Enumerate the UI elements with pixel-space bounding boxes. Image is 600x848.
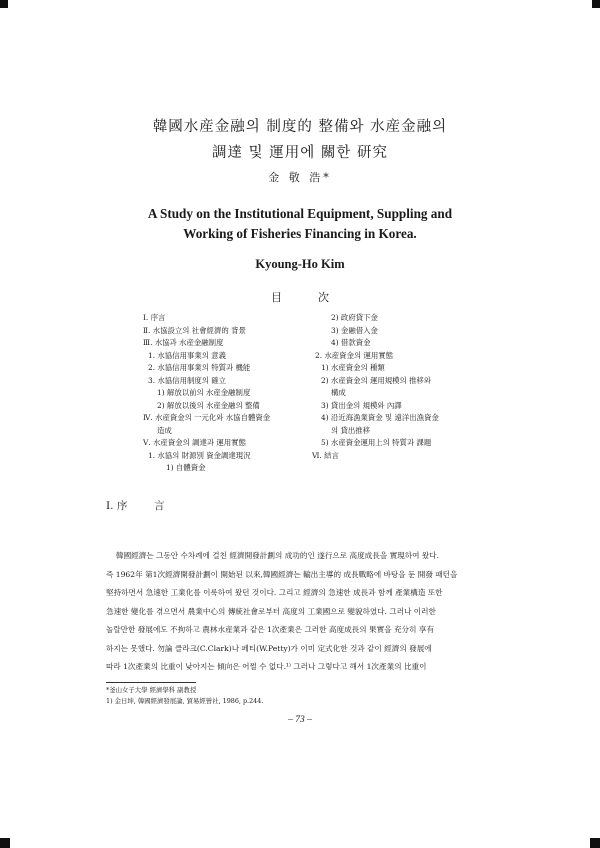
toc-item: 造成 (157, 425, 172, 435)
toc-item: Ⅲ. 水協과 水産金融制度 (143, 338, 224, 347)
korean-author: 金 敬 浩* (268, 171, 332, 184)
footnote-divider (106, 682, 196, 683)
scan-corner-mark (592, 0, 600, 8)
toc-item: 1) 自體資金 (166, 463, 206, 472)
body-line: 堅持하면서 急速한 工業化를 이룩하여 왔던 것이다. 그리고 經濟의 急速한 成長과 함께 產業構造 또한 (106, 588, 443, 597)
toc-item: 構成 (331, 388, 346, 397)
footnote: *釜山女子大學 經濟學科 副教授 (106, 686, 197, 694)
toc-item: Ⅵ. 結言 (312, 450, 339, 460)
toc-item: 의 貸出推移 (331, 425, 371, 435)
toc-item: 4) 借款資金 (331, 338, 371, 347)
toc-item: 1. 水協의 財源別 資金調達現況 (148, 450, 251, 460)
body-line: 놀랄만한 發展에도 不拘하고 農林水産業과 같은 1次產業은 그러한 高度成長의 果實을 充分히 享有 (106, 625, 435, 634)
toc-item: 3) 貸出金의 規模와 內譯 (321, 400, 402, 410)
body-line: 韓國經濟는 그동안 수차례에 걸친 經濟開發計劃의 成功的인 遂行으로 高度成長을 實現하여 왔다. (116, 551, 439, 560)
toc-item: 2) 解放以後의 水産金融의 整備 (157, 400, 260, 410)
body-line: 즉 1962年 第1次經濟開發計劃이 開始된 以來,韓國經濟는 輸出主導的 成長戰略에 바탕을 둔 開發 패턴을 (106, 569, 458, 579)
toc-item: Ⅳ. 水産資金의 一元化와 水協自體資金 (143, 413, 271, 422)
scan-corner-mark (590, 838, 600, 848)
toc-item: 2) 政府貸下金 (331, 313, 378, 322)
body-paragraph (106, 547, 498, 677)
body-line: 따라 1次產業의 比重이 낮아지는 傾向은 어쩔 수 없다.¹⁾ 그러나 그렇다고 해서 1次產業의 比重이 (106, 662, 427, 671)
toc-item: Ⅱ. 水協設立의 社會經濟的 背景 (143, 325, 246, 335)
footnotes (106, 685, 263, 706)
toc-item: 3. 水協信用制度의 確立 (148, 375, 227, 385)
section-title: 言 (154, 500, 165, 512)
toc-item: 1) 水産資金의 種類 (321, 363, 385, 372)
toc-right-column (312, 312, 475, 462)
toc-item: 2. 水産資金의 運用實態 (315, 350, 394, 360)
body-line: 急速한 變化를 겪으면서 農業中心의 傳統社會로부터 高度의 工業國으로 變貌하였다. 그러나 이러한 (106, 606, 436, 616)
english-author: Kyoung-Ho Kim (255, 257, 345, 271)
toc-item: 1) 解放以前의 水産金融制度 (157, 388, 251, 397)
toc-item: 5) 水産資金運用上의 特質과 課題 (321, 438, 432, 447)
section-heading (106, 498, 165, 513)
toc-left-column (143, 312, 318, 475)
toc-item: 3) 金融借入金 (331, 325, 378, 335)
toc-item: 2. 水協信用事業의 特質과 機能 (148, 363, 251, 372)
toc-item: 1. 水協信用事業의 意義 (148, 350, 227, 360)
english-title-line-1: A Study on the Institutional Equipment, Suppling and (147, 206, 453, 221)
toc-item: 4) 沿近海漁業資金 및 遠洋出漁資金 (321, 413, 439, 422)
english-title-line-2: Working of Fisheries Financing in Korea. (183, 226, 417, 241)
toc-item: Ⅴ. 水産資金의 調達과 運用實態 (143, 438, 246, 447)
scan-corner-mark (0, 0, 8, 8)
section-number: Ⅰ. 序 (106, 500, 128, 512)
toc-heading: 目次 (271, 291, 365, 304)
korean-title-line-2: 調達 및 運用에 關한 研究 (212, 145, 388, 161)
footnote: 1) 金日坤, 韓國經濟發展論, 貿易經營社, 1986, p.244. (106, 696, 264, 705)
toc-item: 2) 水産資金의 運用規模의 推移와 (321, 375, 431, 385)
toc-item: Ⅰ. 序言 (143, 313, 166, 322)
body-line: 하지는 못했다. 勿論 클라크(C.Clark)나 페티(W.Petty)가 이미 定式化한 것과 같이 經濟의 發展에 (106, 643, 432, 653)
korean-title-line-1: 韓國水産金融의 制度的 整備와 水産金融의 (152, 119, 448, 135)
scan-corner-mark (0, 838, 10, 848)
page-number: – 73 – (288, 715, 312, 725)
